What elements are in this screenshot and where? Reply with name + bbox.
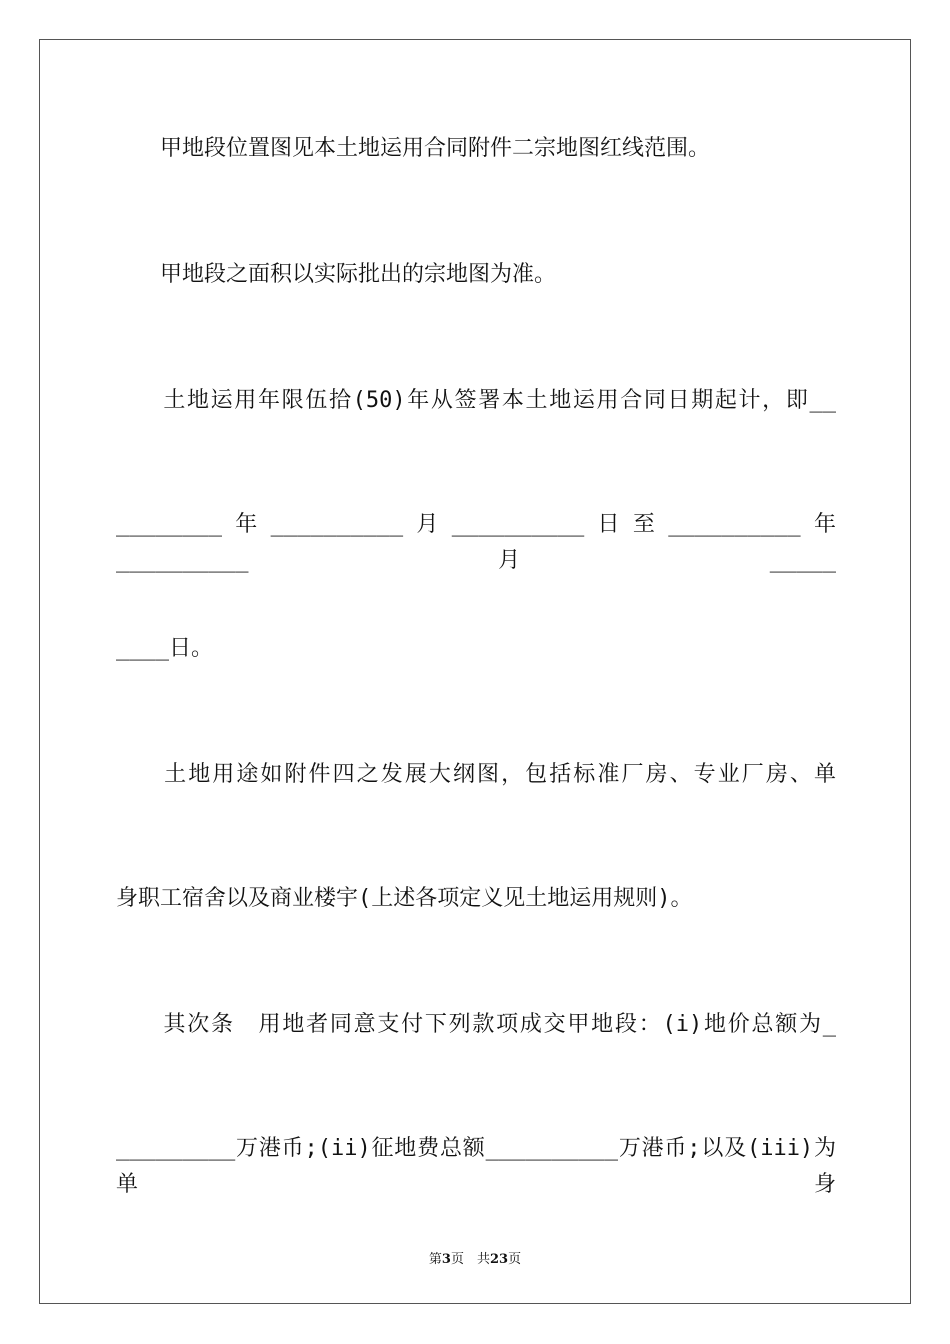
footer-total-pages: 23 [489,1252,509,1267]
paragraph-line-2: 甲地段之面积以实际批出的宗地图为准。 [116,262,557,287]
footer-total-suffix: 页 [508,1252,522,1267]
paragraph-line-9: _________万港币;(ii)征地费总额__________万港币;以及(iii)为单身 [116,1136,836,1197]
paragraph-line-6: 土地用途如附件四之发展大纲图，包括标准厂房、专业厂房、单 [116,762,836,787]
footer-prefix: 第 [428,1252,442,1267]
paragraph-line-8: 其次条 用地者同意支付下列款项成交甲地段：(i)地价总额为_ [116,1012,836,1037]
footer-page-number: 3 [441,1252,451,1267]
paragraph-line-7: 身职工宿舍以及商业楼宇(上述各项定义见土地运用规则)。 [116,886,693,911]
paragraph-line-3: 土地运用年限伍拾(50)年从签署本土地运用合同日期起计，即__ [116,388,836,413]
page-footer [0,1248,950,1267]
paragraph-line-5: ____日。 [116,636,213,661]
paragraph-line-4: ________年__________月__________日至__________年__________月_____ [116,512,836,573]
footer-page-suffix: 页 共 [450,1252,490,1267]
paragraph-line-1: 甲地段位置图见本土地运用合同附件二宗地图红线范围。 [116,136,711,161]
page-border [39,39,911,1304]
